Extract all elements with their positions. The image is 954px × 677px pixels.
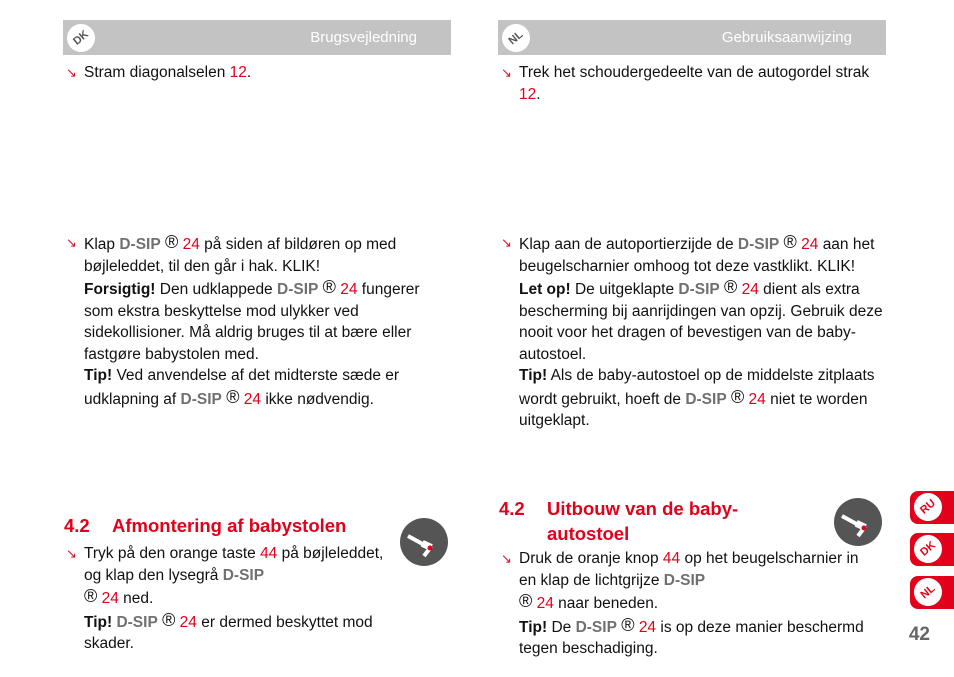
warning-label: Let op!	[519, 281, 571, 298]
instruction-dk-2: ↘ Klap D-SIP ® 24 på siden af bildøren op med bøjleleddet, til den går i hak. KLIK! Forsigtig! Den udklappede D-SIP ® 24 fungerer som ekstra beskyttelse mod ulykker ved sidekollisioner. Må aldrig bruges til at bære eller fastgøre babystolen med. Tip! Ved anvendelse af det midterste sæde er udklapning af D-SIP ® 24 ikke nødvendig.	[66, 232, 420, 408]
language-tab-nl[interactable]: NL	[910, 576, 954, 609]
ref-number: 12	[519, 85, 537, 103]
language-tab-ru[interactable]: RU	[910, 491, 954, 524]
tip-label: Tip!	[84, 367, 113, 384]
language-tab-dk[interactable]: DK	[910, 533, 954, 566]
header-bar-dk	[63, 20, 451, 55]
instruction-dk-3: ↘ Tryk på den orange taste 44 på bøjleleddet, og klap den lysegrå D-SIP ® 24 ned. Tip! D-SIP ® 24 er dermed beskyttet mod skader.	[66, 545, 384, 652]
header-title-dk: Brugsvejledning	[310, 29, 417, 46]
header-title-nl: Gebruiksaanwijzing	[721, 29, 852, 46]
section-heading-nl: 4.2 Uitbouw van de baby- autostoel	[499, 498, 739, 544]
instruction-dk-1: ↘ Stram diagonalselen 12.	[66, 62, 446, 84]
warning-label: Forsigtig!	[84, 281, 156, 298]
car-seat-pictogram-icon	[834, 498, 882, 546]
instruction-nl-3: ↘ Druk de oranje knop 44 op het beugelscharnier in en klap de lichtgrijze D-SIP ® 24 naar beneden. Tip! De D-SIP ® 24 is op deze manier beschermd tegen beschadiging.	[501, 550, 864, 657]
arrow-icon: ↘	[501, 65, 512, 80]
ref-number: 12	[229, 64, 247, 81]
tip-label: Tip!	[519, 618, 548, 636]
car-seat-pictogram-icon	[400, 518, 448, 566]
instruction-nl-1: ↘ Trek het schoudergedeelte van de autogordel strak 12.	[501, 64, 870, 103]
arrow-icon: ↘	[501, 551, 512, 566]
arrow-icon: ↘	[66, 546, 77, 561]
page-number: 42	[908, 624, 930, 645]
arrow-icon: ↘	[66, 65, 77, 80]
tip-label: Tip!	[519, 367, 548, 384]
language-badge-dk: DK	[61, 18, 100, 57]
arrow-icon: ↘	[66, 235, 77, 250]
tip-label: Tip!	[84, 613, 113, 631]
instruction-nl-2: ↘ Klap aan de autoportierzijde de D-SIP ® 24 aan het beugelscharnier omhoog tot deze vastklikt. KLIK! Let op! De uitgeklapte D-SIP ® 24 dient als extra bescherming bij aanrijdingen van opzij. Gebruik deze nooit voor het dragen of bevestigen van de baby-autostoel. Tip! Als de baby-autostoel op de middelste zitplaats wordt gebruikt, hoeft de D-SIP ® 24 niet te worden uitgeklapt.	[501, 232, 883, 429]
arrow-icon: ↘	[501, 235, 512, 250]
header-bar-nl	[498, 20, 886, 55]
section-heading-dk: 4.2 Afmontering af babystolen	[64, 515, 347, 536]
language-badge-nl: NL	[496, 18, 535, 57]
